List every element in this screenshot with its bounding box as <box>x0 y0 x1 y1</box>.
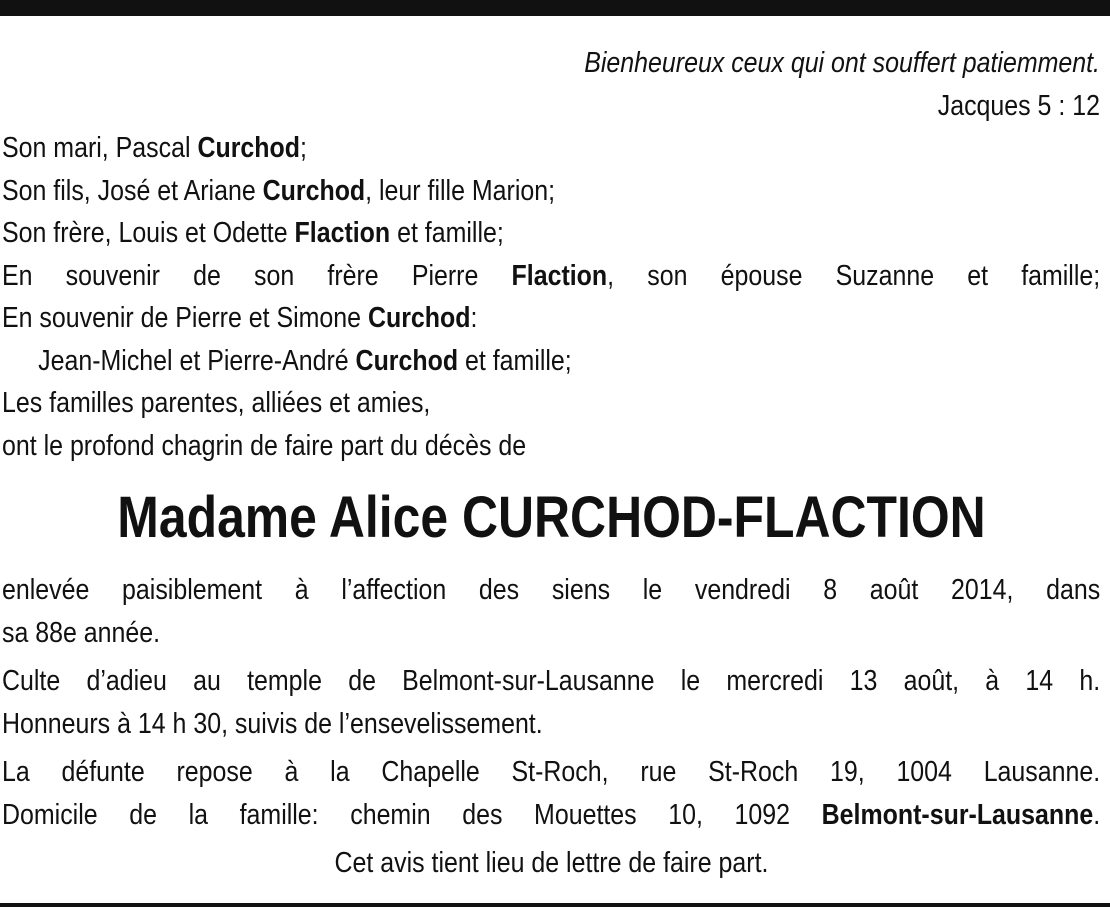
detail-service: Culte d’adieu au temple de Belmont-sur-Lausanne le mercredi 13 août, à 14 h. <box>2 665 1101 697</box>
family-text: En souvenir de son frère Pierre <box>2 259 512 292</box>
family-text: Jean-Michel et Pierre-André <box>38 344 356 377</box>
family-line-relatives: Les familles parentes, alliées et amies, <box>2 387 431 419</box>
family-surname: Curchod <box>355 344 459 377</box>
detail-text: . <box>1093 798 1101 831</box>
family-text: En souvenir de Pierre et Simone <box>2 302 368 334</box>
family-surname: Flaction <box>511 259 608 292</box>
detail-text: Domicile de la famille: chemin des Mouettes 10, 1092 <box>2 798 822 831</box>
family-surname: Curchod <box>197 132 300 164</box>
epigraph-quote: Bienheureux ceux qui ont souffert patiemment. <box>584 47 1100 79</box>
family-line-memory-brother <box>2 255 1100 298</box>
family-text: et famille; <box>458 344 572 377</box>
detail-honours: Honneurs à 14 h 30, suivis de l’ensevelissement. <box>2 707 543 740</box>
detail-age: sa 88e année. <box>2 616 161 649</box>
bottom-rule <box>0 903 1110 907</box>
family-text: Son fils, José et Ariane <box>2 174 263 207</box>
family-surname: Flaction <box>294 217 391 249</box>
epigraph-reference: Jacques 5 : 12 <box>937 89 1100 122</box>
detail-resting-place: La défunte repose à la Chapelle St-Roch, rue St-Roch 19, 1004 Lausanne. <box>2 756 1101 788</box>
family-surname: Curchod <box>367 302 471 334</box>
detail-town: Belmont-sur-Lausanne <box>821 798 1094 831</box>
family-text: : <box>470 302 478 334</box>
family-text: et famille; <box>390 217 504 249</box>
family-line-cousins <box>2 340 1110 383</box>
detail-family-home <box>2 794 1100 837</box>
obituary-notice <box>2 42 1100 885</box>
deceased-name: Madame Alice CURCHOD-FLACTION <box>116 485 986 550</box>
closing-note: Cet avis tient lieu de lettre de faire part. <box>334 847 768 879</box>
family-surname: Curchod <box>262 174 366 207</box>
family-line-husband <box>2 127 1100 170</box>
family-line-son <box>2 170 1100 213</box>
family-text: , leur fille Marion; <box>365 174 556 207</box>
family-line-announcement: ont le profond chagrin de faire part du décès de <box>2 429 527 462</box>
family-line-brother <box>2 212 1100 255</box>
family-line-memory-parents <box>2 297 1100 340</box>
family-text: ; <box>299 132 307 164</box>
family-text: Son mari, Pascal <box>2 132 198 164</box>
top-rule <box>0 0 1110 16</box>
detail-passing: enlevée paisiblement à l’affection des siens le vendredi 8 août 2014, dans <box>2 574 1101 606</box>
family-text: , son épouse Suzanne et famille; <box>607 259 1101 292</box>
family-text: Son frère, Louis et Odette <box>2 217 295 249</box>
